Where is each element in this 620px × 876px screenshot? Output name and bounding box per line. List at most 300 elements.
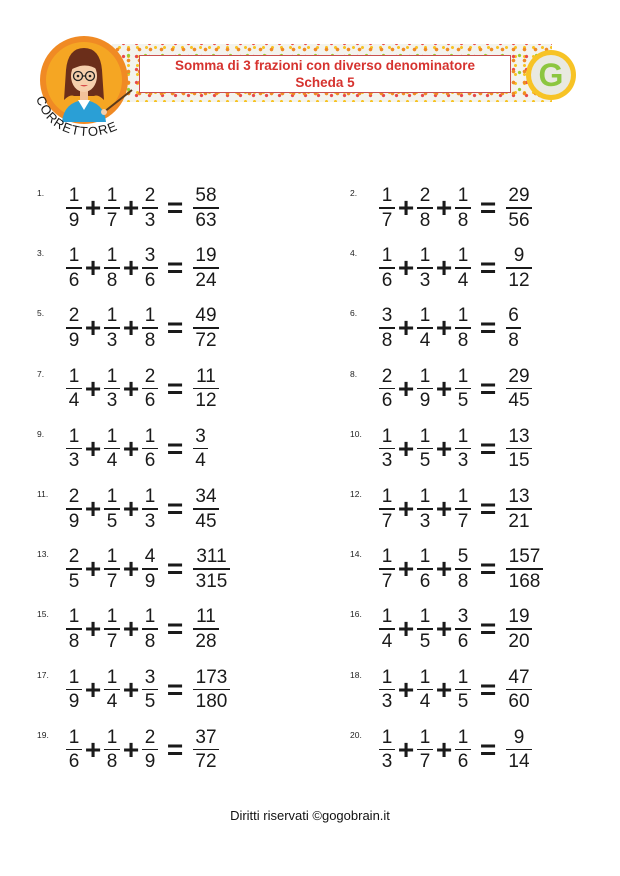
denominator: 60 (508, 691, 530, 713)
numerator: 1 (106, 726, 118, 748)
fraction-b (102, 367, 122, 412)
denominator: 4 (381, 630, 393, 652)
numerator: 13 (508, 425, 530, 447)
numerator: 173 (195, 666, 228, 688)
plus-sign: + (122, 252, 140, 284)
denominator: 45 (195, 510, 217, 532)
denominator: 8 (381, 329, 393, 351)
numerator: 1 (381, 726, 393, 748)
fraction-b (415, 487, 435, 532)
numerator: 1 (106, 305, 118, 327)
equals-sign: = (166, 252, 184, 284)
exercise-number: 19. (37, 729, 49, 740)
fraction-bar (455, 267, 471, 269)
numerator: 2 (68, 486, 80, 507)
fraction-a (64, 728, 84, 773)
fraction-bar (379, 628, 395, 630)
denominator: 9 (144, 751, 156, 773)
fraction-bar (193, 267, 219, 269)
plus-sign: + (122, 553, 140, 585)
plus-sign: + (84, 252, 102, 284)
numerator: 1 (68, 245, 80, 267)
fraction-a (377, 728, 397, 773)
exercise-item (350, 186, 590, 230)
fraction-c (453, 306, 473, 351)
numerator: 1 (144, 425, 156, 447)
fraction-bar (455, 508, 471, 510)
equals-sign: = (479, 432, 497, 464)
plus-sign: + (122, 192, 140, 223)
worksheet-subtitle: Scheda 5 (295, 75, 355, 90)
fraction-bar (104, 568, 120, 570)
plus-sign: + (397, 673, 415, 705)
numerator: 19 (508, 606, 530, 628)
fraction-bar (104, 327, 120, 329)
fraction-a (64, 668, 84, 713)
fraction-bar (104, 267, 120, 269)
plus-sign: + (435, 613, 453, 645)
exercise-number: 2. (350, 188, 358, 198)
denominator: 3 (106, 329, 118, 351)
numerator: 1 (419, 546, 431, 568)
fraction-bar (104, 448, 120, 450)
numerator: 19 (195, 245, 217, 267)
fraction-bar (193, 207, 219, 209)
denominator: 20 (508, 630, 530, 652)
numerator: 1 (381, 245, 393, 267)
fraction-bar (379, 568, 395, 570)
denominator: 12 (508, 269, 530, 291)
fraction-bar (506, 689, 532, 691)
fraction-bar (455, 749, 471, 751)
plus-sign: + (397, 553, 415, 585)
answer-fraction (191, 547, 232, 592)
numerator: 2 (381, 365, 393, 387)
fraction-bar (506, 207, 532, 209)
exercise-number: 6. (350, 308, 358, 319)
numerator: 1 (68, 425, 80, 447)
fraction-b (415, 547, 435, 592)
fraction-bar (379, 207, 395, 209)
fraction-c (140, 668, 160, 713)
denominator: 14 (508, 751, 530, 773)
exercise-number: 13. (37, 549, 49, 560)
exercise-item (37, 306, 277, 350)
numerator: 6 (508, 305, 519, 327)
equals-sign: = (166, 432, 184, 464)
denominator: 5 (144, 691, 156, 713)
numerator: 58 (195, 185, 217, 206)
denominator: 8 (106, 751, 118, 773)
plus-sign: + (435, 372, 453, 404)
numerator: 29 (508, 365, 530, 387)
fraction-c (140, 487, 160, 532)
numerator: 1 (419, 305, 431, 327)
fraction-bar (193, 327, 219, 329)
numerator: 1 (419, 425, 431, 447)
title-box (139, 55, 511, 93)
numerator: 11 (196, 365, 216, 387)
equals-sign: = (479, 733, 497, 765)
equals-sign: = (166, 733, 184, 765)
denominator: 7 (381, 510, 393, 532)
fraction-bar (417, 689, 433, 691)
fraction-c (140, 728, 160, 773)
denominator: 5 (419, 450, 431, 472)
denominator: 6 (68, 751, 80, 773)
exercise-item (37, 607, 277, 651)
fraction-bar (417, 207, 433, 209)
plus-sign: + (84, 372, 102, 404)
denominator: 4 (419, 329, 431, 351)
exercise-item (37, 728, 277, 772)
fraction-bar (142, 508, 158, 510)
plus-sign: + (122, 312, 140, 344)
equals-sign: = (166, 553, 184, 585)
fraction-bar (417, 749, 433, 751)
fraction-a (377, 547, 397, 592)
fraction-bar (417, 628, 433, 630)
exercise-number: 11. (37, 489, 49, 499)
exercise-item (350, 607, 590, 651)
plus-sign: + (435, 432, 453, 464)
answer-fraction (504, 246, 534, 291)
exercise-item (37, 427, 277, 471)
plus-sign: + (397, 192, 415, 223)
fraction-bar (104, 207, 120, 209)
fraction-bar (193, 568, 230, 570)
fraction-b (415, 367, 435, 412)
plus-sign: + (435, 252, 453, 284)
denominator: 7 (457, 510, 469, 532)
plus-sign: + (122, 372, 140, 404)
numerator: 1 (106, 365, 118, 387)
denominator: 9 (419, 390, 431, 412)
denominator: 5 (457, 691, 469, 713)
denominator: 7 (106, 570, 118, 592)
fraction-b (102, 306, 122, 351)
denominator: 5 (106, 510, 118, 532)
fraction-c (140, 367, 160, 412)
plus-sign: + (435, 553, 453, 585)
answer-fraction (504, 728, 534, 773)
fraction-bar (506, 568, 543, 570)
exercise-number: 17. (37, 669, 49, 680)
fraction-bar (417, 568, 433, 570)
fraction-bar (417, 327, 433, 329)
fraction-a (64, 607, 84, 652)
answer-fraction (504, 607, 534, 652)
numerator: 1 (457, 726, 469, 748)
numerator: 1 (381, 425, 393, 447)
numerator: 3 (381, 305, 393, 327)
fraction-c (453, 607, 473, 652)
fraction-bar (193, 388, 219, 390)
equals-sign: = (479, 493, 497, 524)
fraction-bar (455, 689, 471, 691)
equals-sign: = (166, 673, 184, 705)
fraction-bar (193, 628, 219, 630)
equals-sign: = (479, 553, 497, 585)
plus-sign: + (122, 493, 140, 524)
fraction-bar (66, 207, 82, 209)
exercise-number: 14. (350, 549, 362, 560)
plus-sign: + (435, 493, 453, 524)
denominator: 8 (508, 329, 519, 351)
answer-fraction (191, 668, 232, 713)
numerator: 1 (106, 486, 118, 507)
fraction-bar (506, 388, 532, 390)
fraction-bar (417, 267, 433, 269)
numerator: 1 (106, 245, 118, 267)
exercise-item (350, 547, 590, 591)
denominator: 6 (144, 269, 156, 291)
numerator: 2 (144, 185, 156, 206)
denominator: 6 (144, 450, 156, 472)
numerator: 1 (419, 365, 431, 387)
svg-text:CORRETTORE (33, 94, 120, 139)
denominator: 3 (381, 450, 393, 472)
plus-sign: + (122, 733, 140, 765)
numerator: 3 (457, 606, 469, 628)
fraction-a (64, 306, 84, 351)
fraction-c (453, 668, 473, 713)
denominator: 3 (457, 450, 469, 472)
exercise-item (350, 427, 590, 471)
numerator: 1 (457, 305, 469, 327)
denominator: 4 (195, 450, 206, 472)
denominator: 8 (106, 269, 118, 291)
numerator: 2 (419, 185, 431, 206)
fraction-c (140, 306, 160, 351)
numerator: 1 (419, 486, 431, 507)
equals-sign: = (166, 613, 184, 645)
fraction-b (102, 668, 122, 713)
plus-sign: + (397, 252, 415, 284)
fraction-bar (193, 749, 219, 751)
fraction-bar (66, 388, 82, 390)
plus-sign: + (435, 192, 453, 223)
fraction-c (453, 427, 473, 472)
numerator: 1 (106, 425, 118, 447)
numerator: 47 (508, 666, 530, 688)
fraction-bar (142, 448, 158, 450)
denominator: 3 (144, 209, 156, 231)
fraction-a (377, 427, 397, 472)
numerator: 1 (68, 666, 80, 688)
denominator: 6 (381, 269, 393, 291)
numerator: 1 (106, 546, 118, 568)
plus-sign: + (435, 673, 453, 705)
copyright-footer: Diritti riservati ©gogobrain.it (230, 808, 390, 823)
denominator: 3 (381, 751, 393, 773)
exercise-number: 20. (350, 729, 362, 740)
exercise-item (350, 246, 590, 290)
numerator: 1 (419, 726, 431, 748)
fraction-a (377, 306, 397, 351)
answer-fraction (191, 607, 221, 652)
denominator: 7 (381, 570, 393, 592)
plus-sign: + (122, 613, 140, 645)
denominator: 5 (457, 390, 469, 412)
denominator: 3 (106, 390, 118, 412)
answer-fraction (504, 668, 534, 713)
denominator: 72 (195, 751, 217, 773)
numerator: 1 (106, 666, 118, 688)
numerator: 29 (508, 185, 530, 206)
denominator: 7 (106, 630, 118, 652)
exercise-item (37, 367, 277, 411)
exercise-number: 9. (37, 428, 45, 439)
numerator: 1 (68, 726, 80, 748)
exercise-number: 7. (37, 368, 45, 379)
fraction-bar (506, 749, 532, 751)
numerator: 2 (144, 726, 156, 748)
fraction-b (415, 427, 435, 472)
fraction-bar (506, 628, 532, 630)
numerator: 1 (381, 486, 393, 507)
numerator: 9 (513, 726, 525, 748)
fraction-bar (379, 749, 395, 751)
plus-sign: + (397, 432, 415, 464)
fraction-bar (66, 749, 82, 751)
denominator: 8 (144, 630, 156, 652)
answer-fraction (191, 367, 221, 412)
denominator: 6 (457, 751, 469, 773)
fraction-a (377, 367, 397, 412)
corrector-label (28, 30, 148, 142)
fraction-a (377, 487, 397, 532)
fraction-c (140, 246, 160, 291)
plus-sign: + (84, 733, 102, 765)
fraction-b (415, 186, 435, 231)
exercise-item (350, 367, 590, 411)
numerator: 1 (106, 606, 118, 628)
fraction-c (453, 487, 473, 532)
fraction-bar (379, 327, 395, 329)
fraction-b (102, 186, 122, 231)
numerator: 157 (508, 546, 541, 568)
numerator: 3 (144, 245, 156, 267)
fraction-bar (506, 508, 532, 510)
exercise-item (37, 186, 277, 230)
numerator: 1 (144, 486, 156, 507)
worksheet-title: Somma di 3 frazioni con diverso denominatore (174, 58, 476, 73)
fraction-bar (66, 689, 82, 691)
equals-sign: = (166, 312, 184, 344)
denominator: 8 (68, 630, 80, 652)
fraction-a (64, 246, 84, 291)
denominator: 4 (457, 269, 469, 291)
numerator: 49 (195, 305, 217, 327)
answer-fraction (504, 306, 523, 351)
fraction-bar (379, 689, 395, 691)
fraction-bar (142, 327, 158, 329)
numerator: 5 (457, 546, 469, 568)
exercise-number: 16. (350, 609, 362, 620)
denominator: 21 (508, 510, 530, 532)
fraction-bar (455, 568, 471, 570)
fraction-b (415, 246, 435, 291)
plus-sign: + (397, 312, 415, 344)
denominator: 8 (457, 570, 469, 592)
fraction-bar (417, 388, 433, 390)
denominator: 8 (457, 329, 469, 351)
numerator: 3 (195, 425, 206, 447)
fraction-bar (104, 689, 120, 691)
numerator: 1 (106, 185, 118, 206)
denominator: 7 (419, 751, 431, 773)
plus-sign: + (84, 673, 102, 705)
equals-sign: = (479, 613, 497, 645)
exercise-item (350, 306, 590, 350)
denominator: 9 (68, 691, 80, 713)
fraction-b (102, 246, 122, 291)
numerator: 1 (68, 606, 80, 628)
plus-sign: + (84, 493, 102, 524)
denominator: 3 (144, 510, 156, 532)
fraction-bar (66, 267, 82, 269)
numerator: 1 (381, 185, 393, 206)
numerator: 3 (144, 666, 156, 688)
fraction-bar (104, 388, 120, 390)
numerator: 34 (195, 486, 217, 507)
fraction-bar (379, 267, 395, 269)
fraction-bar (506, 327, 521, 329)
fraction-bar (142, 628, 158, 630)
denominator: 6 (457, 630, 469, 652)
fraction-bar (66, 568, 82, 570)
teacher-avatar (28, 30, 148, 142)
plus-sign: + (84, 192, 102, 223)
fraction-bar (142, 388, 158, 390)
fraction-b (102, 427, 122, 472)
plus-sign: + (397, 372, 415, 404)
plus-sign: + (84, 613, 102, 645)
fraction-a (64, 367, 84, 412)
exercise-number: 4. (350, 248, 358, 259)
exercise-number: 12. (350, 489, 362, 499)
numerator: 1 (68, 365, 80, 387)
denominator: 7 (106, 209, 118, 231)
fraction-bar (66, 508, 82, 510)
fraction-bar (379, 508, 395, 510)
equals-sign: = (479, 192, 497, 223)
denominator: 6 (419, 570, 431, 592)
numerator: 1 (457, 365, 469, 387)
fraction-a (64, 186, 84, 231)
fraction-a (377, 186, 397, 231)
denominator: 168 (508, 570, 541, 592)
denominator: 4 (419, 691, 431, 713)
denominator: 315 (195, 570, 228, 592)
fraction-bar (193, 448, 208, 450)
exercise-item (350, 487, 590, 531)
numerator: 37 (195, 726, 217, 748)
fraction-bar (193, 689, 230, 691)
answer-fraction (504, 186, 534, 231)
numerator: 1 (381, 666, 393, 688)
numerator: 1 (144, 305, 156, 327)
numerator: 1 (457, 425, 469, 447)
fraction-c (453, 367, 473, 412)
denominator: 72 (195, 329, 217, 351)
fraction-bar (66, 448, 82, 450)
fraction-bar (142, 749, 158, 751)
fraction-c (453, 728, 473, 773)
plus-sign: + (122, 673, 140, 705)
plus-sign: + (435, 312, 453, 344)
